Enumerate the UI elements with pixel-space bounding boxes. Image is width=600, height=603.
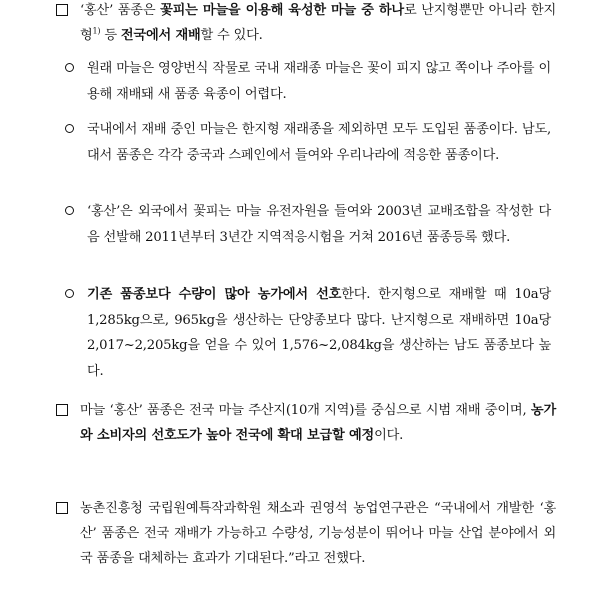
footnote-marker: 1) bbox=[92, 26, 101, 36]
subitem-text bbox=[87, 282, 551, 384]
text-run: ‘홍산’은 외국에서 꽃피는 마늘 유전자원을 들여와 2003년 교배조합을 작성한 다음 선발해 2011년부터 3년간 지역적응시험을 거쳐 2016년 품종등록 했다. bbox=[87, 204, 551, 245]
text-run: 이다. bbox=[374, 428, 404, 443]
paragraph-researcher-quote bbox=[56, 496, 556, 571]
square-bullet-icon bbox=[56, 4, 68, 16]
text-run: 할 수 있다. bbox=[200, 28, 263, 43]
circle-bullet-icon bbox=[65, 206, 74, 215]
text-run: 마늘 ‘홍산’ 품종은 전국 마늘 주산지(10개 지역)를 중심으로 시범 재배 중이며, bbox=[80, 403, 531, 418]
subitem-text bbox=[87, 199, 551, 250]
square-bullet-icon bbox=[56, 502, 68, 514]
text-run: 로 난지형뿐만 아니라 한지형 bbox=[80, 3, 556, 43]
paragraph-text bbox=[80, 0, 556, 48]
paragraph-hongsan-cultivation bbox=[56, 0, 556, 48]
subitem-imported-varieties bbox=[65, 117, 551, 168]
circle-bullet-icon bbox=[65, 63, 74, 72]
square-bullet-icon bbox=[56, 404, 68, 416]
text-run: 원래 마늘은 영양번식 작물로 국내 재래종 마늘은 꽃이 피지 않고 쪽이나 주아를 이용해 재배돼 새 품종 육종이 어렵다. bbox=[87, 61, 551, 102]
bold-text: 기존 품종보다 수량이 많아 농가에서 선호 bbox=[87, 287, 342, 302]
text-run: 등 bbox=[100, 28, 121, 43]
circle-bullet-icon bbox=[65, 289, 74, 298]
bold-text: 전국에서 재배 bbox=[120, 28, 201, 43]
paragraph-pilot-cultivation bbox=[56, 398, 556, 448]
bold-text: 꽃피는 마늘을 이용해 육성한 마늘 중 하나 bbox=[160, 3, 404, 18]
subitem-yield-comparison bbox=[65, 282, 551, 384]
circle-bullet-icon bbox=[65, 124, 74, 133]
subitem-vegetative-propagation bbox=[65, 56, 551, 107]
subitem-text bbox=[87, 117, 551, 168]
text-run: 농촌진흥청 국립원예특작과학원 채소과 권영석 농업연구관은 “국내에서 개발한 ‘홍산’ 품종은 전국 재배가 가능하고 수량성, 기능성분이 뛰어나 마늘 산업 분야에서 외국 품종을 대체하는 효과가 기대된다.”라고 전했다. bbox=[80, 501, 556, 566]
bold-text: 농가와 소비자의 선호도가 높아 전국에 확대 보급할 예정 bbox=[80, 403, 556, 443]
paragraph-text bbox=[80, 496, 556, 571]
text-run: 국내에서 재배 중인 마늘은 한지형 재래종을 제외하면 모두 도입된 품종이다. 남도, 대서 품종은 각각 중국과 스페인에서 들여와 우리나라에 적응한 품종이다. bbox=[87, 122, 551, 163]
subitem-text bbox=[87, 56, 551, 107]
paragraph-text bbox=[80, 398, 556, 448]
subitem-breeding-history bbox=[65, 199, 551, 250]
text-run: ‘홍산’ 품종은 bbox=[80, 3, 161, 18]
text-run: 한다. 한지형으로 재배할 때 10a당 1,285kg으로, 965kg을 생산하는 단양종보다 많다. 난지형으로 재배하면 10a당 2,017~2,205kg을 얻을 수 있어 1,576~2,084kg을 생산하는 남도 품종보다 높다. bbox=[87, 287, 551, 379]
